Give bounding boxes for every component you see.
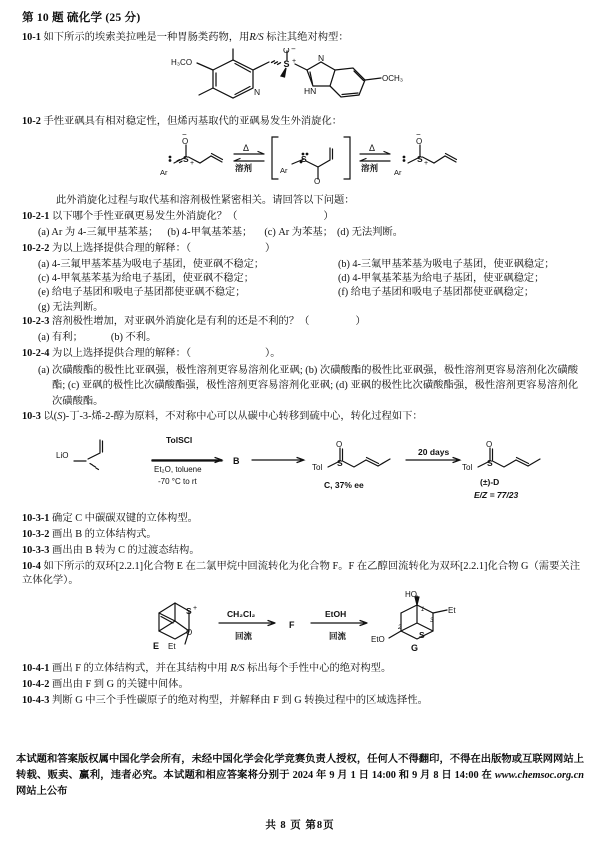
scheme4-e-name: E — [153, 641, 160, 652]
scheme-10-2-figure — [16, 131, 584, 191]
section-10-2-1-close: ） — [323, 211, 334, 223]
section-10-2-2-stem — [22, 242, 584, 257]
scheme4-g-ho: HO — [405, 591, 417, 600]
section-10-2-4-options[interactable]: (a) 次磺酸酯的极性比亚砜强，极性溶剂更容易溶剂化亚砜; (b) 次磺酸酯的极性比亚砜强，极性溶剂更容易溶剂化次磺酸酯; (c) 亚砜的极性比次磺酸酯强，极性溶剂更容易溶剂化亚砜; (d) 亚砜的极性比次磺酸酯强，极性溶剂更容易溶剂化次磺酸酯。 — [38, 364, 578, 407]
section-10-4-2-text: 画出由 F 到 G 的关键中间体。 — [52, 679, 189, 691]
scheme2-right-o: O — [416, 137, 423, 147]
section-10-2-2-options-row-4 — [38, 301, 584, 315]
option-10-2-3-a[interactable]: (a) 有利； — [38, 331, 83, 343]
copyright-text-tail: 网站上公布 — [16, 785, 68, 797]
scheme3-d-s: S — [487, 458, 493, 469]
scheme3-d-tol: Tol — [462, 463, 473, 473]
label-h3co: H₃CO — [171, 57, 193, 67]
scheme-10-1-figure — [16, 48, 584, 112]
scheme3-start-label: LiO — [56, 451, 69, 461]
section-10-3-label: 10-3 — [22, 411, 41, 423]
scheme3-c-s: S — [337, 458, 343, 469]
label-oxygen: O — [283, 47, 290, 55]
scheme3-c-caption: C, 37% ee — [324, 480, 364, 491]
option-10-2-1-d[interactable]: (d) 无法判断。 — [337, 227, 404, 239]
scheme4-arrow2-top: EtOH — [325, 609, 347, 620]
scheme3-arrow1-top: TolSCl — [166, 435, 193, 446]
option-10-2-1-b[interactable]: (b) 4-甲氧基苯基； — [167, 227, 253, 239]
scheme-10-4-figure — [16, 591, 584, 659]
scheme4-g-n1: 1 — [421, 607, 425, 614]
label-och3-right: OCH₃ — [382, 73, 404, 83]
label-n-pyridine: N — [254, 86, 261, 97]
section-10-2-label: 10-2 — [22, 115, 41, 127]
scheme2-left-o-charge: − — [182, 131, 187, 140]
scheme4-arrow1-top: CH₂Cl₂ — [227, 609, 256, 620]
section-10-2-3-text: 溶剂极性增加，对亚砜外消旋化是有利的还是不利的？（ — [52, 316, 310, 328]
section-10-2-2-label: 10-2-2 — [22, 242, 50, 254]
section-10-3-2-label: 10-3-2 — [22, 528, 50, 540]
option-10-2-2-f[interactable]: (f) 给电子基团和吸电子基团都使亚砜稳定； — [338, 287, 535, 299]
scheme2-right-ar: Ar — [394, 168, 402, 178]
chemsoc-url[interactable]: www.chemsoc.org.cn — [494, 769, 584, 781]
scheme2-right-s: S — [417, 154, 423, 165]
section-10-2-2-text: 为以上选择提供合理的解释：（ — [52, 242, 192, 254]
option-10-2-2-d[interactable]: (d) 4-甲氧基苯基为给电子基团，使亚砜稳定； — [338, 273, 545, 285]
scheme2-arrow1-bottom: 溶剂 — [235, 163, 253, 174]
section-10-3-stem — [22, 410, 584, 425]
option-10-2-1-a[interactable]: (a) Ar 为 4-三氟甲基苯基； — [38, 227, 159, 239]
section-10-3-text-b: )-丁-3-烯-2-醇为原料，不对称中心可以从碳中心转移到硫中心，转化过程如下： — [62, 411, 423, 423]
sulfoxide-racemization-scheme — [130, 131, 470, 185]
scheme-10-3-figure — [16, 427, 584, 509]
section-10-4-1-label: 10-4-1 — [22, 663, 50, 675]
option-10-2-3-b[interactable]: (b) 不利。 — [110, 331, 157, 343]
option-10-2-2-e[interactable]: (e) 给电子基团和吸电子基团都使亚砜不稳定； — [38, 287, 246, 299]
scheme4-g-n3: 3 — [430, 618, 434, 625]
section-10-3-1-label: 10-3-1 — [22, 512, 50, 524]
section-10-2-2-close: ） — [265, 242, 276, 254]
section-10-2-4-label: 10-2-4 — [22, 347, 50, 359]
scheme4-g-name: G — [411, 643, 419, 654]
section-10-2-3-close: ） — [355, 316, 366, 328]
scheme4-g-s: S — [419, 630, 425, 641]
scheme4-arrow2-bottom: 回流 — [329, 631, 347, 642]
section-10-2-stem — [22, 115, 584, 130]
section-10-4-3-label: 10-4-3 — [22, 695, 50, 707]
scheme3-intermediate-b: B — [233, 456, 240, 467]
section-10-2-4-close: ）。 — [265, 347, 281, 359]
section-10-3-2-text: 画出 B 的立体结构式。 — [52, 528, 157, 540]
scheme2-arrow2-top: Δ — [369, 143, 376, 154]
section-10-1-text-a: 如下所示的埃索美拉唑是一种胃肠类药物，用 — [43, 31, 250, 43]
scheme3-d-o: O — [486, 440, 493, 450]
section-10-2-4-stem — [22, 347, 584, 362]
copyright-notice — [16, 752, 584, 800]
option-10-2-2-g[interactable]: (g) 无法判断。 — [38, 301, 104, 313]
section-10-2-1-text: 以下哪个手性亚砜更易发生外消旋化？（ — [52, 211, 238, 223]
section-10-4-1-rs: R/S — [230, 663, 245, 675]
page-title — [22, 10, 584, 27]
section-10-4-1-text-a: 画出 F 的立体结构式，并在其结构中用 — [52, 663, 228, 675]
scheme2-arrow1-top: Δ — [243, 143, 250, 154]
scheme2-right-o-charge: − — [416, 131, 421, 140]
bicyclic-sulfonium-scheme — [135, 591, 465, 653]
section-10-1-stem — [22, 31, 584, 46]
section-10-3-1-text: 确定 C 中碳碳双键的立体构型。 — [52, 512, 198, 524]
option-10-2-2-c[interactable]: (c) 4-甲氧基苯基为给电子基团，使亚砜不稳定； — [38, 273, 254, 285]
scheme2-mid-o: O — [314, 177, 321, 186]
scheme4-arrow1-bottom: 回流 — [235, 631, 253, 642]
option-10-2-1-c[interactable]: (c) Ar 为苯基； — [264, 227, 333, 239]
scheme2-arrow2-bottom: 溶剂 — [361, 163, 379, 174]
section-10-2-3-stem — [22, 315, 584, 330]
section-10-4-2-label: 10-4-2 — [22, 679, 50, 691]
section-10-4-3-text: 判断 G 中三个手性碳原子的绝对构型，并解释由 F 到 G 转换过程中的区域选择性。 — [52, 695, 428, 707]
section-10-4-1-stem — [22, 662, 584, 677]
scheme4-g-et: Et — [448, 606, 456, 616]
scheme4-g-n2: 2 — [398, 625, 402, 632]
scheme3-d-ez: E/Z = 77/23 — [474, 490, 519, 501]
section-10-2-2-options-row-1 — [38, 258, 584, 272]
section-10-3-3-stem — [22, 544, 584, 559]
page-number: 共 8 页 第8页 — [265, 820, 335, 831]
section-10-3-s-config: S — [57, 411, 63, 423]
section-10-2-2-options-row-2 — [38, 272, 584, 286]
scheme4-e-et: Et — [168, 642, 176, 652]
copyright-text: 本试题和答案版权属中国化学会所有，未经中国化学会化学竞赛负责人授权，任何人不得翻印，不得在出版物或互联网网站上转载、贩卖、赢利，违者必究。本试题和相应答案将分别于 2024 年 9 月 1 日 14:00 和 9 月 8 日 14:00 在 — [16, 754, 584, 781]
section-10-4-text: 如下所示的双环[2.2.1]化合物 E 在二氯甲烷中回流转化为化合物 F。F 在乙醇回流转化为双环[2.2.1]化合物 G（需要关注立体化学）。 — [22, 560, 580, 587]
section-10-1-label: 10-1 — [22, 31, 41, 43]
question-title-text: 第 10 题 硫化学 — [22, 11, 103, 24]
label-sulfur: S — [283, 58, 290, 69]
section-10-2-note: 此外消旋化过程与取代基和溶剂极性紧密相关。请回答以下问题： — [56, 195, 355, 207]
label-nh: HN — [304, 85, 317, 96]
section-10-2-3-label: 10-2-3 — [22, 316, 50, 328]
scheme4-e-s: S — [186, 606, 192, 617]
label-n-imidazole: N — [318, 52, 325, 63]
section-10-4-stem — [22, 560, 580, 590]
section-10-4-1-text-b: 标出每个手性中心的绝对构型。 — [247, 663, 392, 675]
scheme4-compound-f: F — [289, 620, 295, 631]
section-10-3-text-a: 以( — [43, 411, 58, 423]
section-10-2-1-options — [38, 226, 584, 241]
scheme3-arrow1-bottom: -70 °C to rt — [158, 477, 197, 487]
section-10-3-2-stem — [22, 528, 584, 543]
scheme2-mid-s: S — [301, 154, 307, 165]
section-10-4-3-stem — [22, 694, 584, 709]
section-10-4-label: 10-4 — [22, 560, 41, 572]
scheme3-d-caption: (±)-D — [480, 477, 500, 488]
scheme4-g-eto: EtO — [371, 635, 385, 645]
scheme2-left-o: O — [182, 137, 189, 147]
section-10-3-3-text: 画出由 B 转为 C 的过渡态结构。 — [52, 544, 200, 556]
section-10-2-2-options-row-3 — [38, 286, 584, 300]
section-10-2-4-text: 为以上选择提供合理的解释：（ — [52, 347, 192, 359]
section-10-3-3-label: 10-3-3 — [22, 544, 50, 556]
scheme2-left-ar: Ar — [160, 168, 168, 178]
scheme2-left-s-charge: + — [190, 160, 195, 168]
option-10-2-2-a[interactable]: (a) 4-三氟甲基苯基为吸电子基团，使亚砜不稳定； — [38, 258, 265, 270]
section-10-2-1-label: 10-2-1 — [22, 211, 50, 223]
label-o-charge: − — [291, 47, 296, 54]
scheme2-mid-ar: Ar — [280, 166, 288, 176]
section-10-1-rs: R/S — [249, 31, 264, 43]
scheme4-e-s-charge: + — [193, 605, 198, 613]
section-10-3-1-stem — [22, 512, 584, 527]
scheme3-c-o: O — [336, 440, 343, 450]
section-10-2-3-options — [38, 331, 584, 346]
question-points: (25 分) — [105, 11, 141, 24]
scheme2-right-s-charge: + — [424, 160, 429, 168]
esomeprazole-structure — [135, 48, 465, 106]
section-10-1-text-b: 标注其绝对构型： — [266, 31, 349, 43]
scheme3-c-tol: Tol — [312, 463, 323, 473]
chirality-transfer-scheme — [40, 427, 560, 503]
section-10-4-2-stem — [22, 678, 584, 693]
section-10-2-text: 手性亚砜具有相对稳定性，但烯丙基取代的亚砜易发生外消旋化： — [43, 115, 343, 127]
scheme2-left-s: S — [183, 154, 189, 165]
scheme3-arrow1-mid: Et₂O, toluene — [154, 465, 202, 475]
option-10-2-2-b[interactable]: (b) 4-三氟甲基苯基为吸电子基团，使亚砜稳定； — [338, 258, 555, 270]
label-s-charge: + — [292, 57, 297, 65]
scheme3-arrow2-top: 20 days — [418, 447, 450, 458]
scheme4-e-o: O — [186, 628, 193, 638]
section-10-2-1-stem — [22, 210, 584, 225]
